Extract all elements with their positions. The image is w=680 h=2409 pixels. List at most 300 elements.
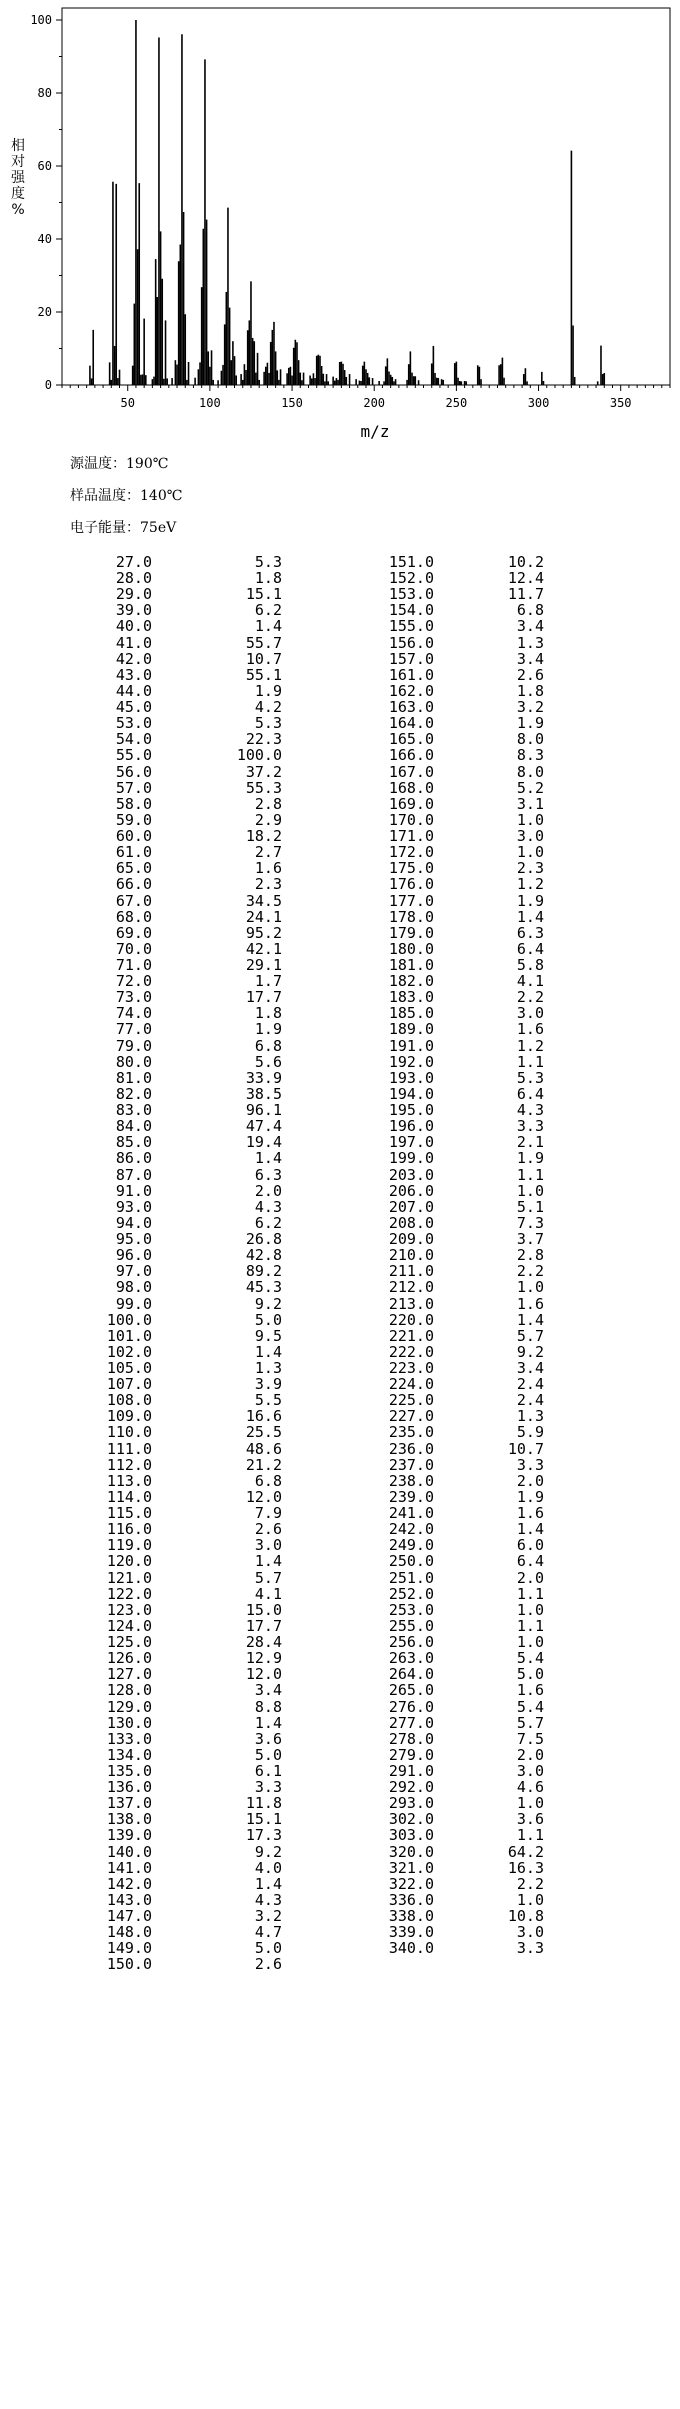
peak-intensity: 34.5 xyxy=(245,891,282,910)
peak-mz: 93.0 xyxy=(115,1197,152,1216)
peak-mz: 87.0 xyxy=(115,1165,152,1184)
peak-intensity: 5.3 xyxy=(254,553,282,571)
peak-intensity: 5.4 xyxy=(516,1697,544,1716)
peak-mz: 338.0 xyxy=(388,1907,434,1926)
peak-mz: 279.0 xyxy=(388,1745,434,1764)
peak-intensity: 1.0 xyxy=(516,1278,544,1297)
peak-intensity: 11.7 xyxy=(507,585,544,604)
peak-intensity: 5.7 xyxy=(254,1568,282,1587)
peak-mz: 210.0 xyxy=(388,1246,434,1265)
peak-intensity: 3.9 xyxy=(254,1375,282,1394)
y-tick-label: 0 xyxy=(44,378,52,392)
peak-intensity: 6.2 xyxy=(254,1213,282,1232)
peak-intensity: 95.2 xyxy=(245,923,282,942)
peak-mz: 120.0 xyxy=(106,1552,152,1571)
peak-mz: 265.0 xyxy=(388,1681,434,1700)
peak-mz: 251.0 xyxy=(388,1568,434,1587)
peak-mz: 278.0 xyxy=(388,1729,434,1748)
peak-intensity: 1.1 xyxy=(516,1584,544,1603)
peak-intensity: 8.0 xyxy=(516,762,544,781)
peak-intensity: 1.4 xyxy=(254,617,282,636)
peak-intensity: 47.4 xyxy=(245,1117,282,1136)
peak-mz: 336.0 xyxy=(388,1890,434,1909)
peak-intensity: 8.3 xyxy=(516,746,544,765)
peak-mz: 222.0 xyxy=(388,1342,434,1361)
peak-mz: 139.0 xyxy=(106,1826,152,1845)
peak-mz: 148.0 xyxy=(106,1923,152,1942)
peak-mz: 156.0 xyxy=(388,633,434,652)
peak-intensity: 4.0 xyxy=(254,1858,282,1877)
peak-mz: 115.0 xyxy=(106,1504,152,1523)
peak-mz: 252.0 xyxy=(388,1584,434,1603)
peak-mz: 169.0 xyxy=(388,794,434,813)
peak-intensity: 5.7 xyxy=(516,1713,544,1732)
peak-mz: 212.0 xyxy=(388,1278,434,1297)
peak-mz: 340.0 xyxy=(388,1939,434,1958)
peak-intensity: 1.3 xyxy=(254,1359,282,1377)
peak-mz: 322.0 xyxy=(388,1874,434,1893)
peak-intensity: 4.3 xyxy=(254,1197,282,1216)
peak-intensity: 3.3 xyxy=(516,1455,544,1474)
peak-mz: 253.0 xyxy=(388,1600,434,1619)
peak-mz: 181.0 xyxy=(388,956,434,974)
peak-intensity: 1.1 xyxy=(516,1826,544,1845)
peak-intensity: 1.9 xyxy=(516,1487,544,1506)
peak-mz: 171.0 xyxy=(388,827,434,846)
peak-mz: 199.0 xyxy=(388,1149,434,1168)
peak-intensity: 2.0 xyxy=(254,1181,282,1200)
peak-intensity: 3.7 xyxy=(516,1230,544,1249)
peak-intensity: 4.7 xyxy=(254,1923,282,1942)
peak-mz: 28.0 xyxy=(115,569,152,588)
peak-intensity: 16.3 xyxy=(507,1858,544,1877)
peak-intensity: 4.3 xyxy=(254,1890,282,1909)
y-tick-label: 40 xyxy=(37,232,52,246)
peak-mz: 153.0 xyxy=(388,585,434,604)
peak-intensity: 5.8 xyxy=(516,956,544,974)
peak-intensity: 33.9 xyxy=(245,1068,282,1087)
peak-intensity: 45.3 xyxy=(245,1278,282,1297)
peak-mz: 221.0 xyxy=(388,1326,434,1345)
peak-intensity: 17.7 xyxy=(245,1616,282,1635)
peak-intensity: 6.4 xyxy=(516,1552,544,1571)
peak-intensity: 3.3 xyxy=(254,1778,282,1797)
peak-intensity: 1.0 xyxy=(516,1890,544,1909)
peak-intensity: 1.1 xyxy=(516,1616,544,1635)
peak-mz: 133.0 xyxy=(106,1729,152,1748)
peak-intensity: 3.0 xyxy=(516,1762,544,1780)
x-tick-label: 300 xyxy=(527,396,550,410)
peak-mz: 143.0 xyxy=(106,1890,152,1909)
peak-mz: 182.0 xyxy=(388,972,434,991)
peak-intensity: 3.2 xyxy=(516,698,544,717)
peak-intensity: 6.0 xyxy=(516,1536,544,1555)
peak-intensity: 55.7 xyxy=(245,633,282,652)
peak-mz: 83.0 xyxy=(115,1101,152,1120)
peak-intensity: 3.3 xyxy=(516,1117,544,1136)
peak-intensity: 2.6 xyxy=(254,1520,282,1539)
peak-mz: 277.0 xyxy=(388,1713,434,1732)
peak-mz: 110.0 xyxy=(106,1423,152,1442)
peak-intensity: 9.2 xyxy=(516,1342,544,1361)
peak-intensity: 6.4 xyxy=(516,939,544,958)
peak-intensity: 6.3 xyxy=(516,923,544,942)
peak-mz: 194.0 xyxy=(388,1084,434,1103)
peak-mz: 86.0 xyxy=(115,1149,152,1168)
peak-mz: 116.0 xyxy=(106,1520,152,1539)
peak-mz: 149.0 xyxy=(106,1939,152,1958)
peak-intensity: 1.4 xyxy=(516,907,544,926)
peak-mz: 128.0 xyxy=(106,1681,152,1700)
peak-mz: 40.0 xyxy=(115,617,152,636)
peak-mz: 72.0 xyxy=(115,972,152,991)
peak-intensity: 29.1 xyxy=(245,956,282,974)
peak-intensity: 21.2 xyxy=(245,1455,282,1474)
peak-intensity: 42.8 xyxy=(245,1246,282,1265)
x-tick-label: 50 xyxy=(120,396,135,410)
peak-intensity: 37.2 xyxy=(245,762,282,781)
peak-mz: 57.0 xyxy=(115,778,152,797)
peak-mz: 105.0 xyxy=(106,1359,152,1377)
peak-mz: 60.0 xyxy=(115,827,152,846)
peak-mz: 250.0 xyxy=(388,1552,434,1571)
peak-mz: 45.0 xyxy=(115,698,152,717)
peak-intensity: 3.3 xyxy=(516,1939,544,1958)
peak-intensity: 1.6 xyxy=(516,1294,544,1313)
peak-intensity: 6.4 xyxy=(516,1084,544,1103)
peak-mz: 43.0 xyxy=(115,665,152,684)
peak-mz: 223.0 xyxy=(388,1359,434,1377)
peak-intensity: 2.2 xyxy=(516,1874,544,1893)
peak-intensity: 4.3 xyxy=(516,1101,544,1120)
peak-mz: 84.0 xyxy=(115,1117,152,1136)
peak-intensity: 9.5 xyxy=(254,1326,282,1345)
peak-intensity: 1.0 xyxy=(516,1600,544,1619)
peak-intensity: 17.3 xyxy=(245,1826,282,1845)
peak-mz: 100.0 xyxy=(106,1310,152,1329)
peak-intensity: 3.0 xyxy=(254,1536,282,1555)
peak-mz: 73.0 xyxy=(115,988,152,1007)
peak-intensity: 1.6 xyxy=(516,1681,544,1700)
peak-intensity: 2.2 xyxy=(516,1262,544,1281)
peak-mz: 137.0 xyxy=(106,1794,152,1813)
y-tick-label: 80 xyxy=(37,86,52,100)
peak-mz: 94.0 xyxy=(115,1213,152,1232)
peak-mz: 44.0 xyxy=(115,681,152,700)
peak-intensity: 22.3 xyxy=(245,730,282,749)
peak-mz: 293.0 xyxy=(388,1794,434,1813)
peak-intensity: 1.0 xyxy=(516,1633,544,1652)
peak-mz: 113.0 xyxy=(106,1471,152,1490)
peak-intensity: 1.1 xyxy=(516,1165,544,1184)
peak-mz: 124.0 xyxy=(106,1616,152,1635)
peak-intensity: 19.4 xyxy=(245,1133,282,1152)
peak-intensity: 6.8 xyxy=(516,601,544,620)
peak-intensity: 1.6 xyxy=(254,859,282,878)
peak-intensity: 3.4 xyxy=(254,1681,282,1700)
peak-intensity: 5.5 xyxy=(254,1391,282,1410)
peak-intensity: 1.4 xyxy=(254,1342,282,1361)
peak-intensity: 7.5 xyxy=(516,1729,544,1748)
peak-mz: 211.0 xyxy=(388,1262,434,1281)
peak-intensity: 2.4 xyxy=(516,1375,544,1394)
y-tick-label: 100 xyxy=(30,13,52,27)
peak-intensity: 5.0 xyxy=(254,1745,282,1764)
peak-mz: 177.0 xyxy=(388,891,434,910)
peak-intensity: 1.2 xyxy=(516,875,544,894)
peak-mz: 208.0 xyxy=(388,1213,434,1232)
peak-intensity: 10.7 xyxy=(245,649,282,668)
electron-energy: 电子能量：75eV xyxy=(70,520,177,536)
peak-mz: 236.0 xyxy=(388,1439,434,1458)
peak-mz: 155.0 xyxy=(388,617,434,636)
y-tick-label: 20 xyxy=(37,305,52,319)
peak-mz: 119.0 xyxy=(106,1536,152,1555)
source-temperature: 源温度：190℃ xyxy=(70,456,169,472)
peak-mz: 178.0 xyxy=(388,907,434,926)
peak-intensity: 48.6 xyxy=(245,1439,282,1458)
peak-mz: 164.0 xyxy=(388,714,434,733)
peak-intensity: 3.1 xyxy=(516,794,544,813)
peak-intensity: 2.2 xyxy=(516,988,544,1007)
peak-intensity: 3.4 xyxy=(516,617,544,636)
peak-mz: 39.0 xyxy=(115,601,152,620)
peak-intensity: 12.0 xyxy=(245,1487,282,1506)
peak-intensity: 1.0 xyxy=(516,1794,544,1813)
peak-mz: 227.0 xyxy=(388,1407,434,1426)
peak-mz: 127.0 xyxy=(106,1665,152,1684)
peak-mz: 209.0 xyxy=(388,1230,434,1249)
peak-intensity: 6.8 xyxy=(254,1036,282,1055)
peak-intensity: 4.1 xyxy=(516,972,544,991)
peak-mz: 189.0 xyxy=(388,1020,434,1039)
peak-intensity: 10.8 xyxy=(507,1907,544,1926)
peak-intensity: 2.4 xyxy=(516,1391,544,1410)
x-tick-label: 250 xyxy=(445,396,468,410)
peak-mz: 235.0 xyxy=(388,1423,434,1442)
peak-mz: 123.0 xyxy=(106,1600,152,1619)
peak-intensity: 12.0 xyxy=(245,1665,282,1684)
peak-intensity: 10.2 xyxy=(507,553,544,571)
peak-mz: 302.0 xyxy=(388,1810,434,1829)
peak-intensity: 5.1 xyxy=(516,1197,544,1216)
peak-mz: 134.0 xyxy=(106,1745,152,1764)
peak-intensity: 6.1 xyxy=(254,1762,282,1780)
peak-intensity: 2.6 xyxy=(254,1955,282,1974)
peak-intensity: 2.8 xyxy=(254,794,282,813)
peak-intensity: 15.1 xyxy=(245,585,282,604)
peak-mz: 203.0 xyxy=(388,1165,434,1184)
peak-mz: 238.0 xyxy=(388,1471,434,1490)
peak-intensity: 8.0 xyxy=(516,730,544,749)
peak-mz: 142.0 xyxy=(106,1874,152,1893)
peak-intensity: 5.3 xyxy=(516,1068,544,1087)
peak-intensity: 12.4 xyxy=(507,569,544,588)
peak-intensity: 6.2 xyxy=(254,601,282,620)
peak-mz: 213.0 xyxy=(388,1294,434,1313)
peak-intensity: 6.3 xyxy=(254,1165,282,1184)
peak-intensity: 3.0 xyxy=(516,1923,544,1942)
peak-intensity: 1.9 xyxy=(516,1149,544,1168)
peak-intensity: 100.0 xyxy=(236,746,282,765)
peak-mz: 130.0 xyxy=(106,1713,152,1732)
peak-mz: 107.0 xyxy=(106,1375,152,1394)
peak-mz: 121.0 xyxy=(106,1568,152,1587)
peak-mz: 102.0 xyxy=(106,1342,152,1361)
peak-mz: 80.0 xyxy=(115,1052,152,1071)
peak-mz: 122.0 xyxy=(106,1584,152,1603)
peak-intensity: 3.6 xyxy=(516,1810,544,1829)
peak-mz: 79.0 xyxy=(115,1036,152,1055)
peak-intensity: 4.1 xyxy=(254,1584,282,1603)
peak-mz: 292.0 xyxy=(388,1778,434,1797)
peak-intensity: 2.0 xyxy=(516,1471,544,1490)
peak-mz: 161.0 xyxy=(388,665,434,684)
peak-intensity: 6.8 xyxy=(254,1471,282,1490)
peak-intensity: 1.0 xyxy=(516,843,544,862)
peak-mz: 170.0 xyxy=(388,810,434,829)
peak-intensity: 12.9 xyxy=(245,1649,282,1668)
peak-intensity: 1.4 xyxy=(254,1552,282,1571)
peak-mz: 129.0 xyxy=(106,1697,152,1716)
peak-intensity: 1.9 xyxy=(254,1020,282,1039)
peak-mz: 165.0 xyxy=(388,730,434,749)
peak-mz: 67.0 xyxy=(115,891,152,910)
peak-mz: 71.0 xyxy=(115,956,152,974)
peak-mz: 157.0 xyxy=(388,649,434,668)
peak-intensity: 1.9 xyxy=(516,891,544,910)
peak-mz: 206.0 xyxy=(388,1181,434,1200)
peak-mz: 54.0 xyxy=(115,730,152,749)
peak-intensity: 5.0 xyxy=(254,1939,282,1958)
peak-mz: 263.0 xyxy=(388,1649,434,1668)
peak-intensity: 42.1 xyxy=(245,939,282,958)
peak-intensity: 1.0 xyxy=(516,1181,544,1200)
peak-intensity: 5.4 xyxy=(516,1649,544,1668)
peak-intensity: 1.4 xyxy=(516,1310,544,1329)
peak-mz: 255.0 xyxy=(388,1616,434,1635)
peak-mz: 151.0 xyxy=(388,553,434,571)
peak-mz: 77.0 xyxy=(115,1020,152,1039)
peak-mz: 55.0 xyxy=(115,746,152,765)
peak-intensity: 5.9 xyxy=(516,1423,544,1442)
peak-intensity: 2.9 xyxy=(254,810,282,829)
peak-intensity: 1.9 xyxy=(516,714,544,733)
peak-mz: 85.0 xyxy=(115,1133,152,1152)
peak-mz: 242.0 xyxy=(388,1520,434,1539)
peak-intensity: 17.7 xyxy=(245,988,282,1007)
peak-intensity: 1.1 xyxy=(516,1052,544,1071)
peak-intensity: 2.0 xyxy=(516,1745,544,1764)
peak-mz: 207.0 xyxy=(388,1197,434,1216)
peak-mz: 141.0 xyxy=(106,1858,152,1877)
peak-intensity: 64.2 xyxy=(507,1842,544,1861)
peak-mz: 98.0 xyxy=(115,1278,152,1297)
peak-intensity: 3.4 xyxy=(516,649,544,668)
peak-mz: 82.0 xyxy=(115,1084,152,1103)
peak-intensity: 3.4 xyxy=(516,1359,544,1377)
peak-mz: 91.0 xyxy=(115,1181,152,1200)
x-tick-label: 150 xyxy=(281,396,303,410)
peak-intensity: 15.0 xyxy=(245,1600,282,1619)
x-tick-label: 350 xyxy=(609,396,632,410)
peak-intensity: 10.7 xyxy=(507,1439,544,1458)
peak-mz: 29.0 xyxy=(115,585,152,604)
peak-intensity: 3.6 xyxy=(254,1729,282,1748)
peak-intensity: 2.3 xyxy=(254,875,282,894)
peak-mz: 220.0 xyxy=(388,1310,434,1329)
peak-mz: 152.0 xyxy=(388,569,434,588)
peak-mz: 65.0 xyxy=(115,859,152,878)
peak-intensity: 2.0 xyxy=(516,1568,544,1587)
peak-intensity: 7.9 xyxy=(254,1504,282,1523)
peak-mz: 195.0 xyxy=(388,1101,434,1120)
peak-intensity: 89.2 xyxy=(245,1262,282,1281)
peak-intensity: 1.7 xyxy=(254,972,282,991)
peak-mz: 135.0 xyxy=(106,1762,152,1780)
x-tick-label: 200 xyxy=(363,396,386,410)
peak-mz: 61.0 xyxy=(115,843,152,862)
peak-mz: 176.0 xyxy=(388,875,434,894)
peak-mz: 126.0 xyxy=(106,1649,152,1668)
peak-mz: 256.0 xyxy=(388,1633,434,1652)
peak-mz: 69.0 xyxy=(115,923,152,942)
peak-intensity: 96.1 xyxy=(245,1101,282,1120)
x-axis-label: m/z xyxy=(360,422,390,440)
peak-mz: 196.0 xyxy=(388,1117,434,1136)
x-tick-label: 100 xyxy=(199,396,221,410)
peak-mz: 42.0 xyxy=(115,649,152,668)
peak-mz: 172.0 xyxy=(388,843,434,862)
peak-mz: 59.0 xyxy=(115,810,152,829)
peak-intensity: 5.0 xyxy=(516,1665,544,1684)
peak-intensity: 5.7 xyxy=(516,1326,544,1345)
peak-mz: 154.0 xyxy=(388,601,434,620)
peak-mz: 168.0 xyxy=(388,778,434,797)
peak-mz: 166.0 xyxy=(388,746,434,765)
peak-mz: 150.0 xyxy=(106,1955,152,1974)
peak-intensity: 2.1 xyxy=(516,1133,544,1152)
peak-intensity: 16.6 xyxy=(245,1407,282,1426)
peak-mz: 183.0 xyxy=(388,988,434,1007)
peak-mz: 101.0 xyxy=(106,1326,152,1345)
peak-mz: 180.0 xyxy=(388,939,434,958)
peak-mz: 74.0 xyxy=(115,1004,152,1023)
peak-intensity: 3.0 xyxy=(516,1004,544,1023)
peak-mz: 193.0 xyxy=(388,1068,434,1087)
peak-intensity: 8.8 xyxy=(254,1697,282,1716)
peak-intensity: 5.3 xyxy=(254,714,282,733)
peak-intensity: 3.2 xyxy=(254,1907,282,1926)
peak-mz: 97.0 xyxy=(115,1262,152,1281)
peak-mz: 339.0 xyxy=(388,1923,434,1942)
peak-mz: 241.0 xyxy=(388,1504,434,1523)
peak-mz: 320.0 xyxy=(388,1842,434,1861)
y-axis-label: 相对强度% xyxy=(11,138,25,218)
peak-intensity: 1.6 xyxy=(516,1504,544,1523)
peak-intensity: 55.1 xyxy=(245,665,282,684)
peak-mz: 27.0 xyxy=(115,553,152,571)
peak-mz: 66.0 xyxy=(115,875,152,894)
peak-mz: 224.0 xyxy=(388,1375,434,1394)
peak-mz: 108.0 xyxy=(106,1391,152,1410)
peak-intensity: 18.2 xyxy=(245,827,282,846)
peak-intensity: 11.8 xyxy=(245,1794,282,1813)
peak-intensity: 1.3 xyxy=(516,1407,544,1426)
peak-intensity: 3.0 xyxy=(516,827,544,846)
y-tick-label: 60 xyxy=(37,159,52,173)
peak-intensity: 1.8 xyxy=(254,569,282,588)
